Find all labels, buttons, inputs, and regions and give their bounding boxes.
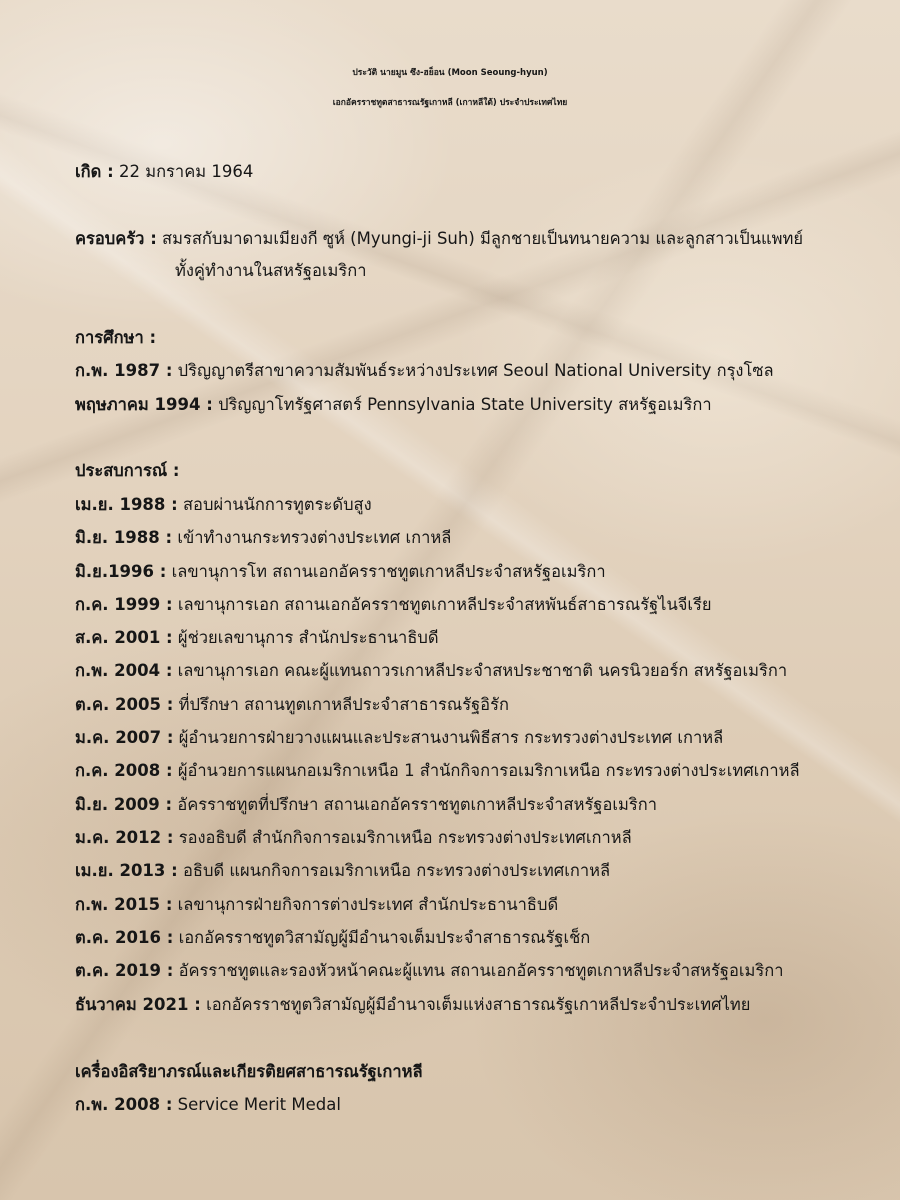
experience-item xyxy=(75,793,657,817)
experience-text: อัครราชทูตที่ปรึกษา สถานเอกอัครราชทูตเกาหลีประจำสหรัฐอเมริกา xyxy=(177,795,658,814)
experience-text: เอกอัครราชทูตวิสามัญผู้มีอำนาจเต็มประจำสาธารณรัฐเช็ก xyxy=(178,928,591,947)
experience-item xyxy=(75,926,590,950)
experience-date: ต.ค. 2019 : xyxy=(75,961,174,980)
experience-date: ม.ค. 2007 : xyxy=(75,728,174,747)
experience-date: เม.ย. 1988 : xyxy=(75,495,178,514)
experience-text: เลขานุการโท สถานเอกอัครราชทูตเกาหลีประจำสหรัฐอเมริกา xyxy=(171,562,606,581)
experience-text: อธิบดี แผนกกิจการอเมริกาเหนือ กระทรวงต่างประเทศเกาหลี xyxy=(182,861,611,880)
experience-text: อัครราชทูตและรองหัวหน้าคณะผู้แทน สถานเอกอัครราชทูตเกาหลีประจำสหรัฐอเมริกา xyxy=(178,961,784,980)
experience-date: มิ.ย. 1988 : xyxy=(75,528,173,547)
experience-item xyxy=(75,593,712,617)
born-label: เกิด : xyxy=(75,162,114,181)
experience-date: ต.ค. 2005 : xyxy=(75,695,174,714)
experience-text: เลขานุการเอก คณะผู้แทนถาวรเกาหลีประจำสหประชาชาติ นครนิวยอร์ก สหรัฐอเมริกา xyxy=(177,661,788,680)
education-date: พฤษภาคม 1994 : xyxy=(75,395,213,414)
experience-text: ที่ปรึกษา สถานทูตเกาหลีประจำสาธารณรัฐอิรัก xyxy=(178,695,509,714)
honors-date: ก.พ. 2008 : xyxy=(75,1095,173,1114)
experience-text: ผู้ช่วยเลขานุการ สำนักประธานาธิบดี xyxy=(177,628,439,647)
experience-item xyxy=(75,993,750,1017)
family-text: สมรสกับมาดามเมียงกี ซูห์ (Myungi-ji Suh) มีลูกชายเป็นทนายความ และลูกสาวเป็นแพทย์ xyxy=(162,229,804,248)
experience-text: สอบผ่านนักการทูตระดับสูง xyxy=(182,495,372,514)
honors-item xyxy=(75,1093,341,1117)
born-value: 22 มกราคม 1964 xyxy=(118,162,254,181)
experience-text: ผู้อำนวยการแผนกอเมริกาเหนือ 1 สำนักกิจการอเมริกาเหนือ กระทรวงต่างประเทศเกาหลี xyxy=(177,761,800,780)
experience-item xyxy=(75,859,610,883)
experience-heading: ประสบการณ์ : xyxy=(75,461,180,480)
experience-item xyxy=(75,560,606,584)
experience-item xyxy=(75,959,784,983)
experience-item xyxy=(75,759,800,783)
experience-date: ธันวาคม 2021 : xyxy=(75,995,201,1014)
education-item xyxy=(75,359,774,383)
experience-text: เลขานุการฝ่ายกิจการต่างประเทศ สำนักประธานาธิบดี xyxy=(177,895,559,914)
experience-date: ก.ค. 1999 : xyxy=(75,595,173,614)
experience-date: มิ.ย.1996 : xyxy=(75,562,167,581)
experience-date: ก.ค. 2008 : xyxy=(75,761,173,780)
document-title-line-1: ประวัติ นายมูน ซึง-ฮย็อน (Moon Seoung-hyun) xyxy=(352,68,548,78)
experience-item xyxy=(75,659,787,683)
experience-date: ก.พ. 2004 : xyxy=(75,661,173,680)
honors-heading: เครื่องอิสริยาภรณ์และเกียรติยศสาธารณรัฐเกาหลี xyxy=(75,1062,423,1081)
experience-date: มิ.ย. 2009 : xyxy=(75,795,173,814)
education-item xyxy=(75,393,712,417)
experience-date: เม.ย. 2013 : xyxy=(75,861,178,880)
experience-text: ผู้อำนวยการฝ่ายวางแผนและประสานงานพิธีสาร กระทรวงต่างประเทศ เกาหลี xyxy=(178,728,724,747)
born-row xyxy=(75,160,253,184)
experience-date: ม.ค. 2012 : xyxy=(75,828,174,847)
education-date: ก.พ. 1987 : xyxy=(75,361,173,380)
experience-item xyxy=(75,826,632,850)
experience-item xyxy=(75,626,439,650)
experience-item xyxy=(75,893,558,917)
education-text: ปริญญาตรีสาขาความสัมพันธ์ระหว่างประเทศ Seoul National University กรุงโซล xyxy=(177,361,774,380)
experience-date: ส.ค. 2001 : xyxy=(75,628,173,647)
education-text: ปริญญาโทรัฐศาสตร์ Pennsylvania State University สหรัฐอเมริกา xyxy=(218,395,712,414)
experience-item xyxy=(75,726,723,750)
document-title-line-2: เอกอัครราชทูตสาธารณรัฐเกาหลี (เกาหลีใต้) ประจำประเทศไทย xyxy=(332,98,568,108)
experience-item xyxy=(75,693,509,717)
experience-text: รองอธิบดี สำนักกิจการอเมริกาเหนือ กระทรวงต่างประเทศเกาหลี xyxy=(178,828,632,847)
honors-text: Service Merit Medal xyxy=(177,1095,341,1114)
experience-item xyxy=(75,526,451,550)
experience-text: เลขานุการเอก สถานเอกอัครราชทูตเกาหลีประจำสหพันธ์สาธารณรัฐไนจีเรีย xyxy=(177,595,712,614)
experience-date: ต.ค. 2016 : xyxy=(75,928,174,947)
education-heading: การศึกษา : xyxy=(75,328,157,347)
family-text-continued: ทั้งคู่ทำงานในสหรัฐอเมริกา xyxy=(175,261,367,280)
experience-date: ก.พ. 2015 : xyxy=(75,895,173,914)
experience-item xyxy=(75,493,372,517)
family-label: ครอบครัว : xyxy=(75,229,157,248)
family-row xyxy=(75,227,803,251)
experience-text: เข้าทำงานกระทรวงต่างประเทศ เกาหลี xyxy=(177,528,452,547)
experience-text: เอกอัครราชทูตวิสามัญผู้มีอำนาจเต็มแห่งสาธารณรัฐเกาหลีประจำประเทศไทย xyxy=(206,995,751,1014)
